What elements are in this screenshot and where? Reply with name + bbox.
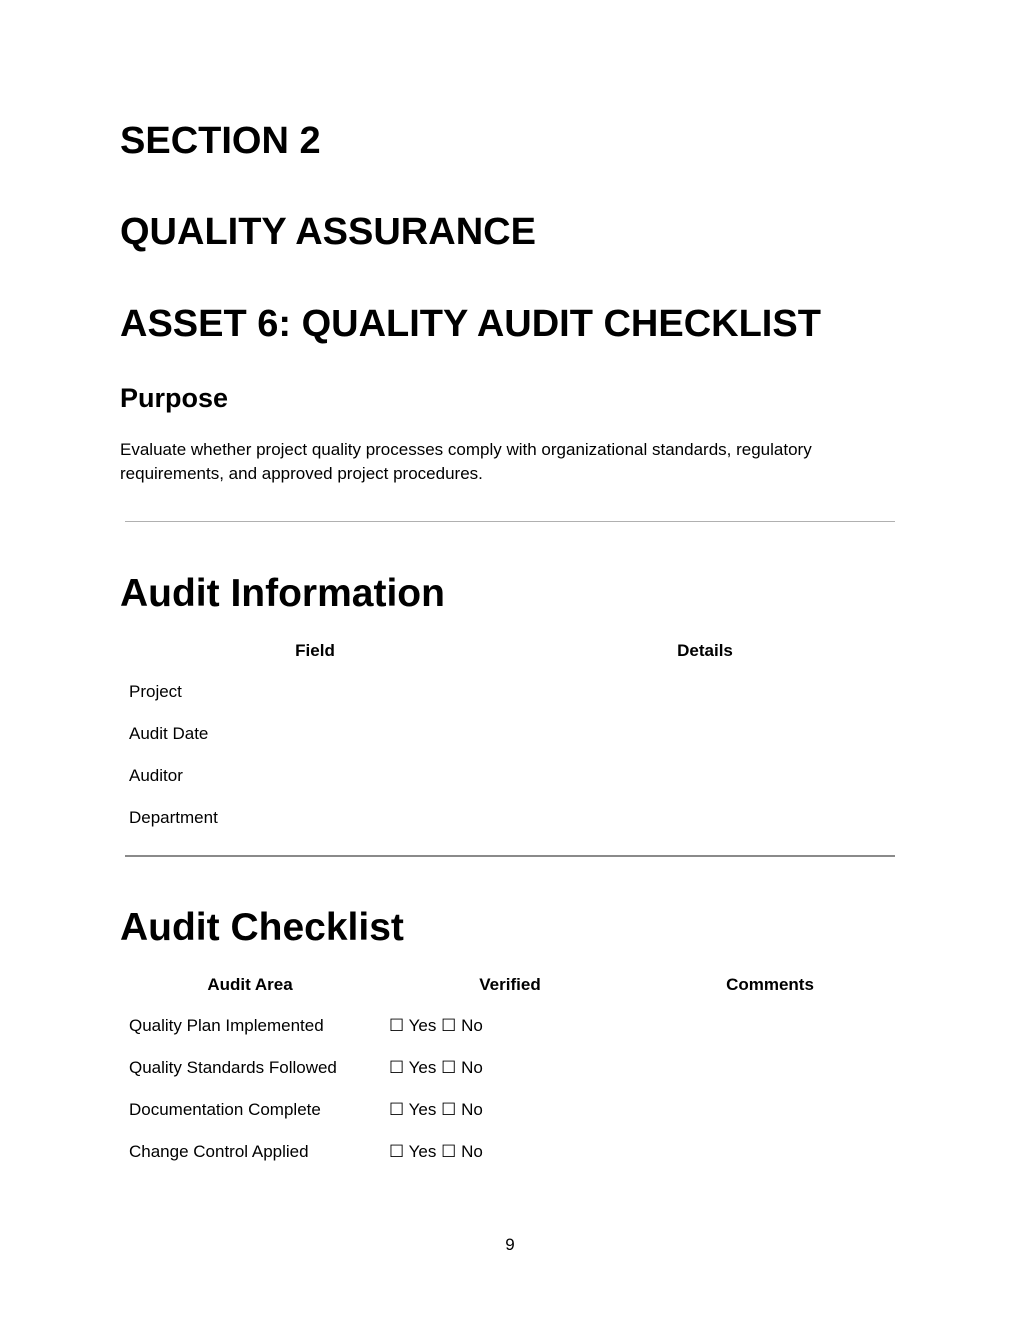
audit-checklist-heading: Audit Checklist	[120, 906, 404, 949]
verified-checkboxes[interactable]: ☐ Yes ☐ No	[389, 1142, 483, 1161]
table-row	[120, 1089, 900, 1131]
section-subtitle: QUALITY ASSURANCE	[120, 211, 536, 253]
verified-checkboxes[interactable]: ☐ Yes ☐ No	[389, 1016, 483, 1035]
comments-cell[interactable]	[640, 1005, 900, 1047]
audit-information-table	[120, 631, 900, 839]
table-header-row	[120, 631, 900, 671]
comments-cell[interactable]	[640, 1047, 900, 1089]
audit-area-label: Quality Standards Followed	[129, 1058, 337, 1077]
audit-area-label: Quality Plan Implemented	[129, 1016, 324, 1035]
divider	[125, 855, 895, 857]
column-header-verified: Verified	[479, 975, 541, 994]
comments-cell[interactable]	[640, 1131, 900, 1173]
details-cell[interactable]	[510, 755, 900, 797]
table-row	[120, 1047, 900, 1089]
table-row	[120, 755, 900, 797]
field-label: Project	[129, 682, 182, 701]
details-cell[interactable]	[510, 797, 900, 839]
purpose-text: Evaluate whether project quality processes comply with organizational standards, regulatory requirements, and approved project procedures.	[120, 440, 812, 483]
field-label: Audit Date	[129, 724, 209, 743]
field-label: Auditor	[129, 766, 183, 785]
column-header-details: Details	[677, 641, 733, 660]
column-header-audit-area: Audit Area	[207, 975, 293, 994]
asset-title: ASSET 6: QUALITY AUDIT CHECKLIST	[120, 303, 821, 345]
table-header-row	[120, 965, 900, 1005]
audit-checklist-table	[120, 965, 900, 1173]
field-label: Department	[129, 808, 218, 827]
table-row	[120, 671, 900, 713]
table-row	[120, 1005, 900, 1047]
verified-checkboxes[interactable]: ☐ Yes ☐ No	[389, 1058, 483, 1077]
section-heading: SECTION 2	[120, 120, 321, 162]
audit-information-heading: Audit Information	[120, 572, 445, 615]
details-cell[interactable]	[510, 713, 900, 755]
comments-cell[interactable]	[640, 1089, 900, 1131]
verified-checkboxes[interactable]: ☐ Yes ☐ No	[389, 1100, 483, 1119]
details-cell[interactable]	[510, 671, 900, 713]
divider	[125, 521, 895, 522]
column-header-comments: Comments	[726, 975, 814, 994]
audit-area-label: Change Control Applied	[129, 1142, 309, 1161]
table-row	[120, 713, 900, 755]
purpose-heading: Purpose	[120, 383, 229, 413]
audit-area-label: Documentation Complete	[129, 1100, 321, 1119]
table-row	[120, 797, 900, 839]
page-number: 9	[505, 1235, 515, 1254]
column-header-field: Field	[295, 641, 335, 660]
table-row	[120, 1131, 900, 1173]
